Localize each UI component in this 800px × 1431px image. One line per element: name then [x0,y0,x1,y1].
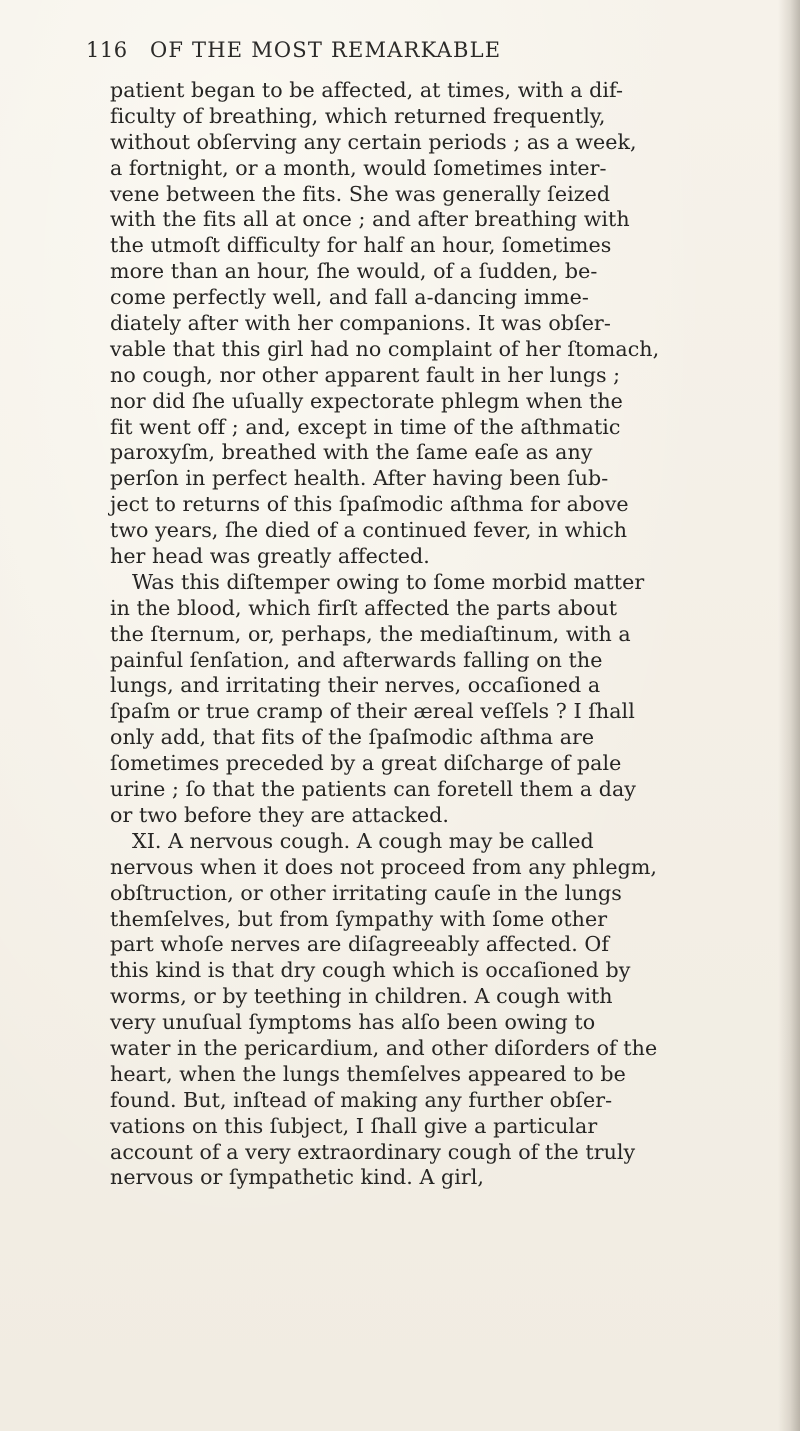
running-title: OF THE MOST REMARKABLE [150,38,502,62]
text-line: no cough, nor other apparent fault in her lungs ; [110,362,621,387]
text-line: patient began to be affected, at times, with a dif- [110,78,623,102]
page-number: 116 [86,38,128,62]
running-head [86,38,776,68]
text-line: worms, or by teething in children. A cough with [110,984,613,1009]
text-line: her head was greatly affected. [110,544,430,569]
text-line: nervous when it does not proceed from any phlegm, [110,854,658,879]
text-line: nor did ſhe uſually expectorate phlegm when the [110,388,623,413]
text-line: account of a very extraordinary cough of the truly [110,1139,636,1164]
text-line: vations on this ſubject, I ſhall give a particular [110,1113,598,1138]
text-line: lungs, and irritating their nerves, occaſioned a [110,673,601,698]
text-line: part whoſe nerves are diſagreeably affected. Of [110,932,609,957]
body-text [110,78,790,1191]
text-line: very unuſual ſymptoms has alſo been owing to [110,1010,596,1035]
text-line: nervous or ſympathetic kind. A girl, [110,1165,484,1190]
text-line: vable that this girl had no complaint of her ſtomach, [110,336,660,361]
text-line: only add, that fits of the ſpaſmodic aſthma are [110,725,595,750]
text-line: found. But, inſtead of making any further obſer- [110,1087,613,1112]
text-line: perſon in perfect health. After having been ſub- [110,466,609,491]
paragraph-start-line: Was this diſtemper owing to ſome morbid matter [132,569,645,594]
text-line: the ſternum, or, perhaps, the mediaſtinum, with a [110,621,631,646]
text-line: painful ſenſation, and afterwards falling on the [110,647,603,672]
text-line: ject to returns of this ſpaſmodic aſthma for above [110,492,629,517]
text-line: in the blood, which firſt affected the parts about [110,595,618,620]
text-line: more than an hour, ſhe would, of a ſudden, be- [110,259,598,284]
text-line: ſometimes preceded by a great diſcharge of pale [110,751,622,776]
text-line: without obſerving any certain periods ; as a week, [110,129,637,154]
text-line: come perfectly well, and fall a-dancing imme- [110,285,589,310]
text-line: water in the pericardium, and other diſorders of the [110,1035,658,1060]
text-line: diately after with her companions. It was obſer- [110,311,611,336]
text-line: vene between the fits. She was generally ſeized [110,181,611,206]
section-heading-line: XI. A nervous cough. A cough may be called [132,828,594,853]
text-line: obſtruction, or other irritating cauſe in the lungs [110,880,622,905]
text-line: themſelves, but from ſympathy with ſome other [110,906,608,931]
text-line: this kind is that dry cough which is occaſioned by [110,958,631,983]
text-line: the utmoſt difficulty for half an hour, ſometimes [110,233,612,258]
text-line: urine ; ſo that the patients can foretell them a day [110,777,636,802]
text-line: heart, when the lungs themſelves appeared to be [110,1061,626,1086]
text-line: or two before they are attacked. [110,802,450,827]
text-line: a fortnight, or a month, would ſometimes inter- [110,155,607,180]
text-line: fit went off ; and, except in time of the aſthmatic [110,414,621,439]
text-line: ſpaſm or true cramp of their æreal veſſels ? I ſhall [110,699,635,724]
text-line: paroxyſm, breathed with the ſame eaſe as any [110,440,593,465]
text-line: ficulty of breathing, which returned frequently, [110,103,606,128]
text-line: with the fits all at once ; and after breathing with [110,207,630,232]
text-line: two years, ſhe died of a continued fever, in which [110,518,628,543]
